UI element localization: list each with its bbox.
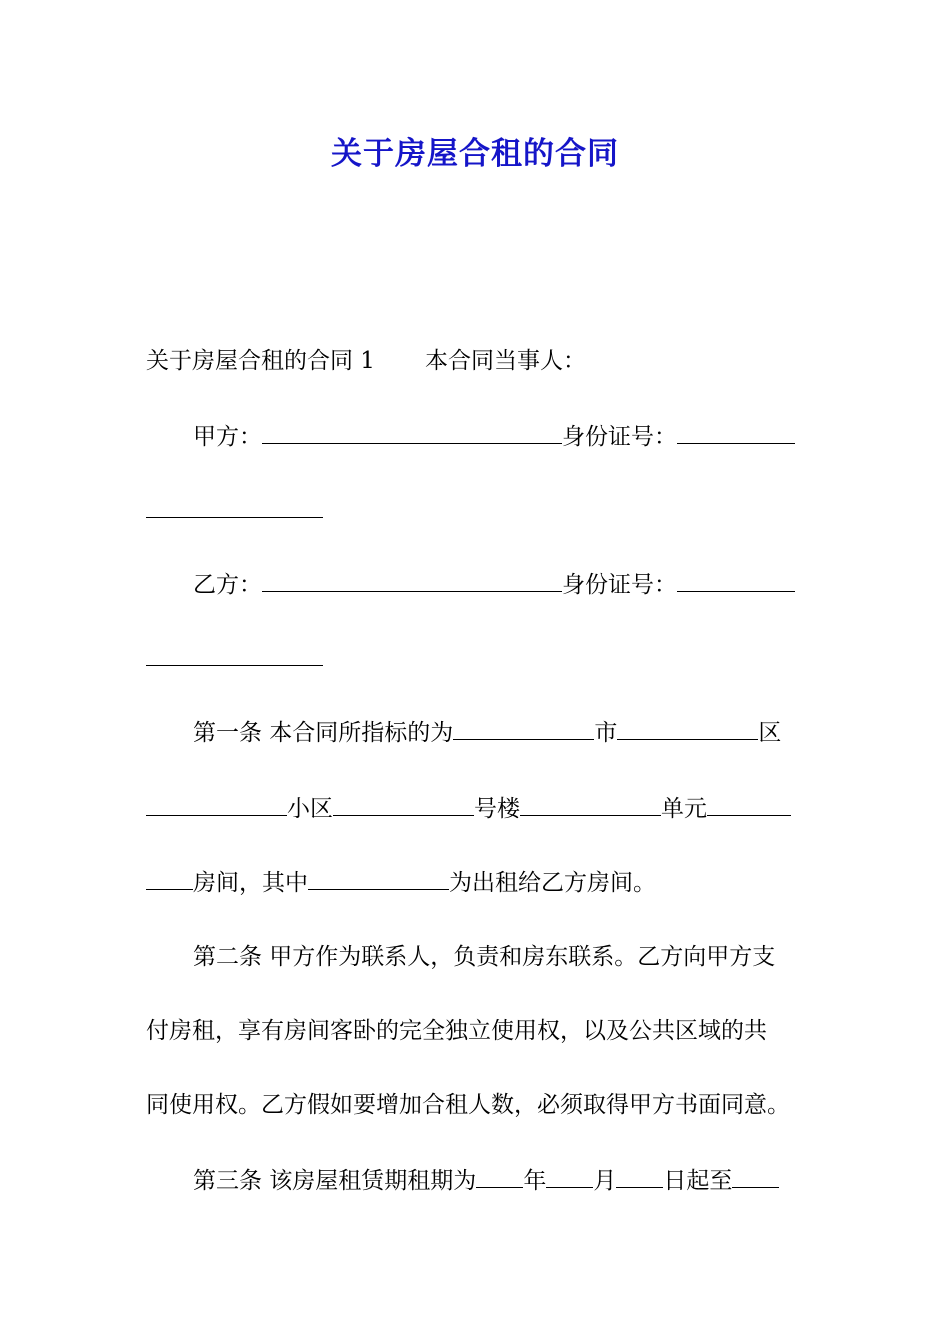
article1-line2: [146, 794, 806, 824]
article3-text-a: 第三条 该房屋租赁期租期为: [193, 1168, 477, 1194]
party-a-id-blank-cont[interactable]: [146, 496, 323, 518]
document-title: 关于房屋合租的合同: [331, 136, 619, 172]
article3-text-c: 月: [593, 1168, 617, 1194]
intro-line: [146, 346, 806, 376]
room-blank[interactable]: [707, 794, 791, 816]
party-b-name-blank[interactable]: [262, 570, 562, 592]
building-blank[interactable]: [333, 794, 474, 816]
district-blank[interactable]: [617, 718, 758, 740]
article1-text-c: 区: [758, 720, 782, 746]
article1-text-a: 第一条 本合同所指标的为: [193, 720, 454, 746]
article2-line3: 同使用权。乙方假如要增加合租人数，必须取得甲方书面同意。: [146, 1092, 790, 1118]
article1-text-h: 为出租给乙方房间。: [449, 870, 656, 896]
rented-room-blank[interactable]: [308, 868, 449, 890]
start-month-blank[interactable]: [546, 1166, 593, 1188]
community-blank[interactable]: [146, 794, 287, 816]
intro-parties: 本合同当事人：: [424, 348, 586, 374]
article3-line1: [193, 1166, 806, 1196]
start-year-blank[interactable]: [476, 1166, 523, 1188]
party-b-id-blank[interactable]: [677, 570, 795, 592]
party-a-name-blank[interactable]: [262, 422, 562, 444]
article1-text-b: 市: [594, 720, 618, 746]
city-blank[interactable]: [453, 718, 594, 740]
room-blank-cont[interactable]: [146, 868, 193, 890]
party-b-id-continuation: [146, 644, 806, 674]
article2-line2: 付房租，享有房间客卧的完全独立使用权，以及公共区域的共: [146, 1018, 767, 1044]
party-a-label: 甲方：: [193, 424, 262, 450]
start-day-blank[interactable]: [616, 1166, 663, 1188]
article1-text-f: 单元: [661, 796, 707, 822]
party-a-line: [193, 422, 806, 452]
party-a-id-blank[interactable]: [677, 422, 795, 444]
article3-text-d: 日起至: [663, 1168, 733, 1194]
end-year-blank[interactable]: [732, 1166, 779, 1188]
party-b-label: 乙方：: [193, 572, 262, 598]
article2-line1: 第二条 甲方作为联系人，负责和房东联系。乙方向甲方支: [193, 944, 776, 970]
article1-text-e: 号楼: [474, 796, 520, 822]
party-b-line: [193, 570, 806, 600]
article3-text-b: 年: [523, 1168, 547, 1194]
party-b-id-blank-cont[interactable]: [146, 644, 323, 666]
article1-line3: [146, 868, 806, 898]
party-b-id-label: 身份证号：: [562, 572, 677, 598]
article1-text-d: 小区: [287, 796, 333, 822]
article1-text-g: 房间，其中: [193, 870, 308, 896]
party-a-id-continuation: [146, 496, 806, 526]
intro-heading: 关于房屋合租的合同 1: [146, 348, 375, 374]
party-a-id-label: 身份证号：: [562, 424, 677, 450]
unit-blank[interactable]: [520, 794, 661, 816]
article1-line1: [193, 718, 806, 748]
